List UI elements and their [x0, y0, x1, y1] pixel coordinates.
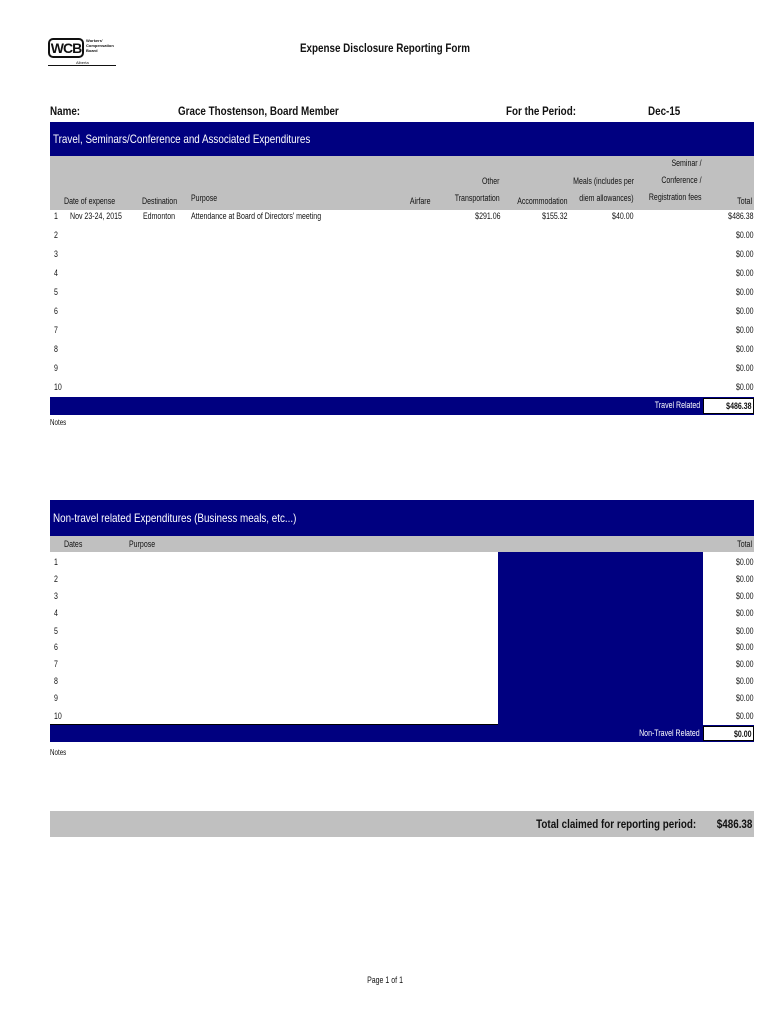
travel-section-title: Travel, Seminars/Conference and Associated Expenditures — [53, 132, 311, 146]
travel-row-number: 2 — [54, 230, 58, 240]
page-number: Page 1 of 1 — [367, 975, 403, 985]
col-total: Total — [737, 196, 752, 206]
travel-row-number: 8 — [54, 344, 58, 354]
nontravel-row-number: 4 — [54, 608, 58, 618]
nontravel-row-total: $0.00 — [736, 626, 754, 636]
col-other-1: Other — [482, 176, 500, 186]
nontravel-row-number: 1 — [54, 557, 58, 567]
travel-subtotal-value: $486.38 — [726, 401, 752, 411]
nt-col-dates: Dates — [64, 539, 83, 549]
travel-row-total: $0.00 — [736, 287, 754, 297]
nt-col-purpose: Purpose — [129, 539, 156, 549]
name-value: Grace Thostenson, Board Member — [178, 104, 339, 118]
nontravel-row-number: 10 — [54, 711, 62, 721]
nontravel-section-header — [50, 500, 754, 536]
nontravel-row-total: $0.00 — [736, 557, 754, 567]
nontravel-row-number: 7 — [54, 659, 58, 669]
travel-row-meals: $40.00 — [612, 211, 634, 221]
travel-row-date: Nov 23-24, 2015 — [70, 211, 122, 221]
travel-section-header — [50, 122, 754, 156]
travel-row-destination: Edmonton — [143, 211, 176, 221]
grand-total-bar — [50, 811, 754, 837]
nontravel-subtotal-box — [703, 726, 754, 741]
nontravel-row-total: $0.00 — [736, 711, 754, 721]
nontravel-row-number: 3 — [54, 591, 58, 601]
period-label: For the Period: — [506, 104, 576, 118]
travel-row-total: $0.00 — [736, 363, 754, 373]
nontravel-row-total: $0.00 — [736, 574, 754, 584]
travel-notes-label: Notes — [50, 418, 67, 427]
col-seminar-1: Seminar / — [671, 158, 702, 168]
travel-row-number: 10 — [54, 382, 62, 392]
nontravel-row-number: 2 — [54, 574, 58, 584]
col-date: Date of expense — [64, 196, 116, 206]
travel-row-number: 9 — [54, 363, 58, 373]
travel-row-accommodation: $155.32 — [542, 211, 568, 221]
travel-row-total: $0.00 — [736, 344, 754, 354]
nontravel-subtotal-bar — [50, 725, 754, 742]
period-value: Dec-15 — [648, 104, 681, 118]
travel-row-number: 7 — [54, 325, 58, 335]
nontravel-row-total: $0.00 — [736, 659, 754, 669]
travel-row-number: 1 — [54, 211, 58, 221]
travel-row-purpose: Attendance at Board of Directors' meeting — [191, 211, 322, 221]
form-title: Expense Disclosure Reporting Form — [299, 41, 471, 55]
nontravel-row-number: 8 — [54, 676, 58, 686]
col-accommodation: Accommodation — [517, 196, 568, 206]
travel-row-number: 5 — [54, 287, 58, 297]
nontravel-subtotal-value: $0.00 — [734, 729, 752, 739]
nontravel-row-total: $0.00 — [736, 591, 754, 601]
logo-underline — [48, 65, 116, 66]
travel-row-total: $0.00 — [736, 306, 754, 316]
col-airfare: Airfare — [410, 196, 431, 206]
name-label: Name: — [50, 104, 81, 118]
col-meals-2: diem allowances) — [579, 193, 634, 203]
nontravel-row-total: $0.00 — [736, 676, 754, 686]
travel-row-total: $0.00 — [736, 249, 754, 259]
travel-row-total: $0.00 — [736, 268, 754, 278]
travel-subtotal-bar — [50, 397, 754, 415]
grand-total-value: $486.38 — [716, 817, 752, 831]
nontravel-row-number: 5 — [54, 626, 58, 636]
col-other-2: Transportation — [454, 193, 500, 203]
travel-row-other-transport: $291.06 — [475, 211, 501, 221]
col-seminar-2: Conference / — [661, 175, 702, 185]
nontravel-navy-column — [498, 552, 703, 725]
travel-row-total: $0.00 — [736, 382, 754, 392]
nontravel-notes-label: Notes — [50, 748, 67, 757]
travel-row-total: $0.00 — [736, 325, 754, 335]
logo-text: Workers' Compensation Board — [86, 38, 114, 53]
travel-row-total: $486.38 — [728, 211, 754, 221]
travel-subtotal-label: Travel Related — [654, 400, 700, 410]
nontravel-subtotal-label: Non-Travel Related — [639, 728, 700, 738]
logo-region: Alberta — [76, 60, 89, 65]
col-purpose: Purpose — [191, 193, 218, 203]
travel-row-number: 4 — [54, 268, 58, 278]
grand-total-label: Total claimed for reporting period: — [535, 817, 696, 831]
logo-mark: WCB — [48, 38, 84, 58]
nontravel-row-number: 6 — [54, 642, 58, 652]
nontravel-row-total: $0.00 — [736, 693, 754, 703]
travel-column-header — [50, 156, 754, 210]
nontravel-row-total: $0.00 — [736, 608, 754, 618]
nontravel-section-title: Non-travel related Expenditures (Business meals, etc...) — [53, 511, 297, 525]
nontravel-row-total: $0.00 — [736, 642, 754, 652]
col-meals-1: Meals (includes per — [573, 176, 634, 186]
travel-row-number: 6 — [54, 306, 58, 316]
travel-row-total: $0.00 — [736, 230, 754, 240]
col-seminar-3: Registration fees — [649, 192, 702, 202]
nt-col-total: Total — [737, 539, 752, 549]
col-destination: Destination — [142, 196, 178, 206]
travel-subtotal-box — [703, 398, 754, 414]
nontravel-row-number: 9 — [54, 693, 58, 703]
page-footer — [0, 970, 770, 988]
travel-row-number: 3 — [54, 249, 58, 259]
nontravel-column-header — [50, 536, 754, 552]
